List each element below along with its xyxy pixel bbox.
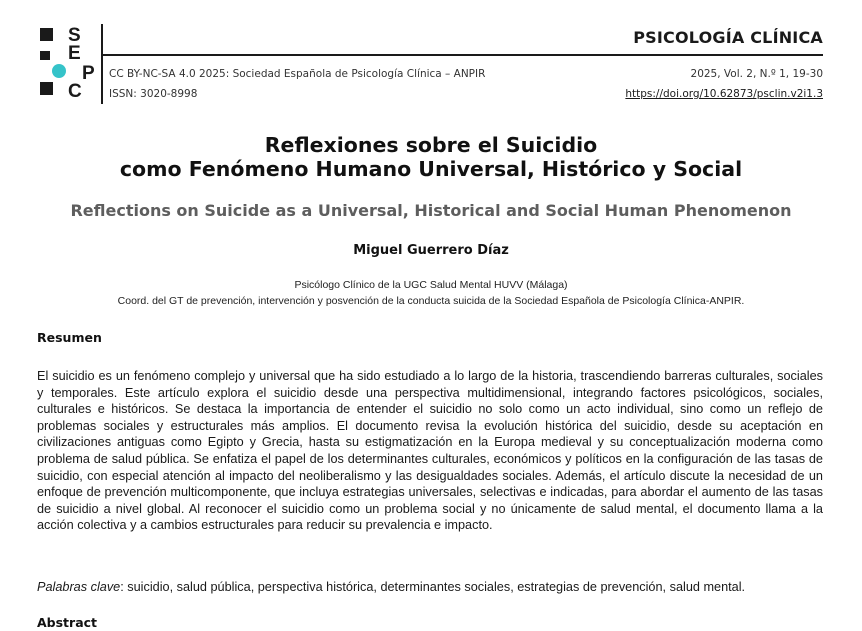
article-title-line1: Reflexiones sobre el Suicidio	[264, 133, 598, 157]
logo-letter-c: C	[68, 81, 82, 102]
issn-line: ISSN: 3020-8998	[109, 88, 198, 100]
keywords-list: : suicidio, salud pública, perspectiva histórica, determinantes sociales, estrategias de prevención, salud mental.	[120, 580, 746, 594]
keywords-label: Palabras clave	[37, 580, 121, 594]
header-vertical-rule	[101, 24, 103, 104]
logo-teal-dot	[52, 64, 66, 78]
resumen-heading: Resumen	[37, 330, 102, 345]
author-affiliation-2: Coord. del GT de prevención, intervención y posvención de la conducta suicida de la Sociedad Española de Psicología Clínica-ANPIR.	[117, 295, 745, 307]
abstract-heading: Abstract	[37, 615, 98, 630]
journal-name: PSICOLOGÍA CLÍNICA	[633, 28, 823, 47]
article-title	[0, 133, 862, 181]
author-affiliation-1: Psicólogo Clínico de la UGC Salud Mental HUVV (Málaga)	[294, 279, 568, 291]
volume-line: 2025, Vol. 2, N.º 1, 19-30	[690, 68, 823, 80]
article-title-english: Reflections on Suicide as a Universal, Historical and Social Human Phenomenon	[70, 201, 792, 220]
logo-letter-e: E	[68, 43, 81, 64]
sepc-logo	[38, 26, 100, 102]
logo-letter-s: S	[68, 25, 81, 46]
logo-square	[40, 28, 53, 41]
logo-square	[40, 82, 53, 95]
page-header	[0, 0, 862, 110]
logo-letter-p: P	[82, 63, 95, 84]
keywords-line	[37, 580, 827, 594]
logo-square	[40, 51, 50, 60]
header-horizontal-rule	[101, 54, 823, 56]
doi-link[interactable]: https://doi.org/10.62873/psclin.v2i1.3	[625, 88, 823, 100]
resumen-text: El suicidio es un fenómeno complejo y universal que ha sido estudiado a lo largo de la historia, trascendiendo barreras culturales, sociales y temporales. Este artículo explora el suicidio desde una perspectiva multidimensional, integrando factores psicológicos, sociales, culturales e históricos. Se destaca la importancia de entender el suicidio no solo como un acto individual, sino como un reflejo de problemas sociales y estructurales más amplios. El documento revisa la evolución histórica del suicidio, desde su aceptación en civilizaciones antiguas como Egipto y Grecia, hasta su estigmatización en la Europa medieval y su conceptualización moderna como problema de salud pública. Se enfatiza el papel de los determinantes culturales, económicos y políticos en la configuración de las tasas de suicidio, con especial atención al impacto del neoliberalismo y las desigualdades sociales. Además, el artículo discute la necesidad de un enfoque de prevención multicomponente, que incluya estrategias universales, selectivas e indicadas, para abordar el aumento de las tasas de suicidio a nivel global. Al reconocer el suicidio como un problema social y no únicamente de salud mental, el documento llama a la acción colectiva y a cambios estructurales para reducir su prevalencia e impacto.	[37, 369, 823, 533]
article-title-line2: como Fenómeno Humano Universal, Histórico y Social	[119, 157, 743, 181]
author-name: Miguel Guerrero Díaz	[353, 243, 509, 258]
license-line: CC BY-NC-SA 4.0 2025: Sociedad Española de Psicología Clínica – ANPIR	[109, 68, 486, 80]
